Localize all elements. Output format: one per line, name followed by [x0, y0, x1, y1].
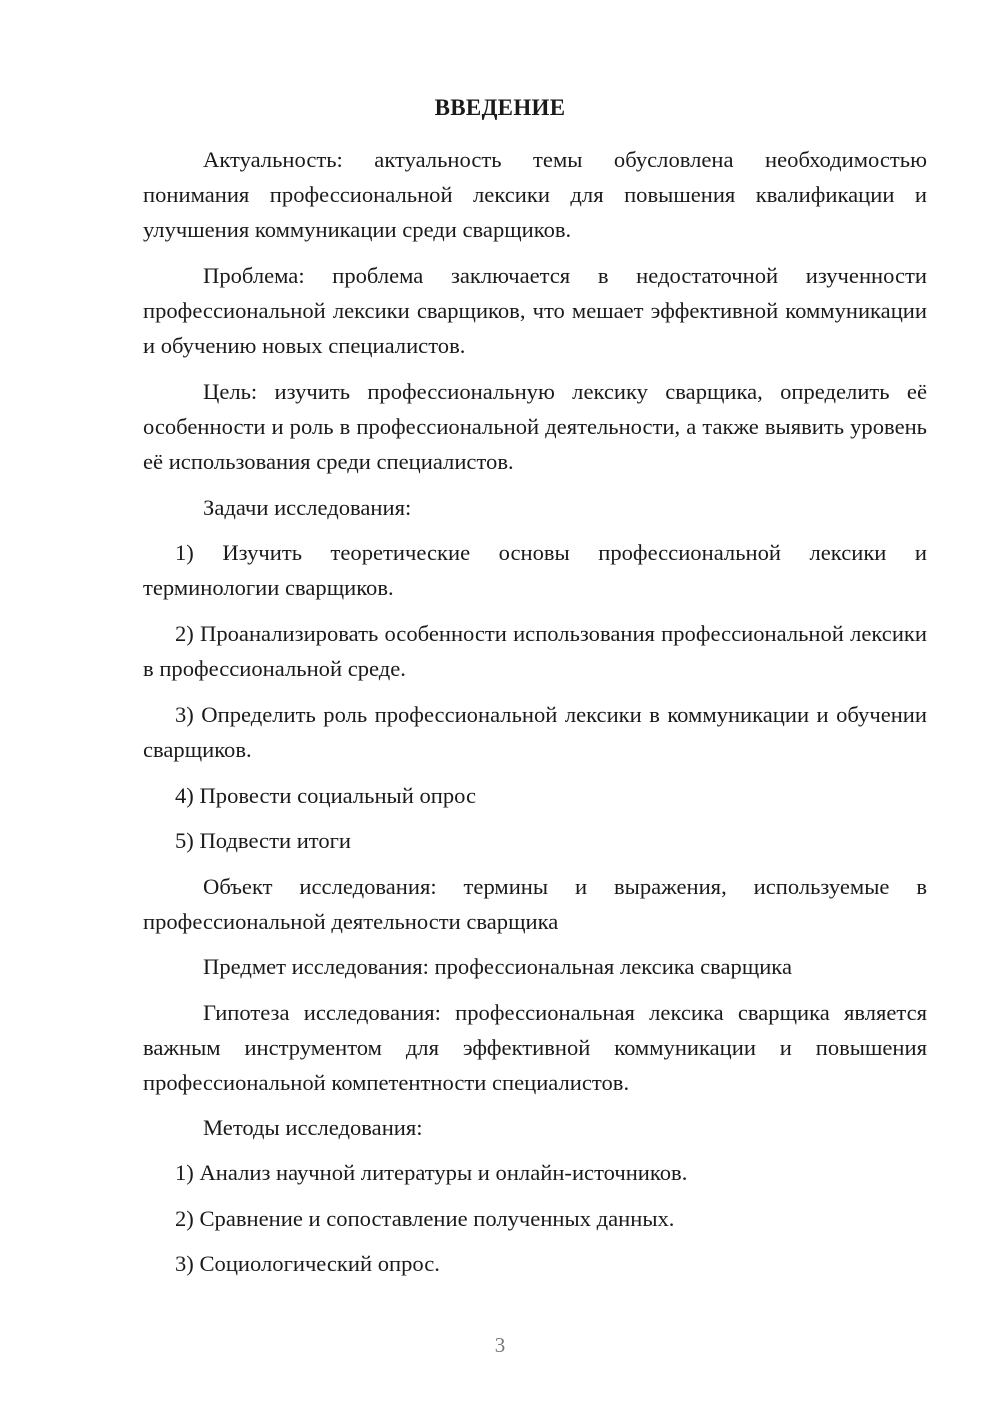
page-heading: ВВЕДЕНИЕ — [434, 95, 566, 120]
task-item-4: 4) Провести социальный опрос — [175, 783, 477, 808]
tasks-title: Задачи исследования: — [203, 495, 412, 520]
hypothesis-paragraph: Гипотеза исследования: профессиональная лексика сварщика является важным инструментом для эффективной коммуникации и повышения профессиональной компетентности специалистов. — [143, 1000, 927, 1095]
object-paragraph: Объект исследования: термины и выражения, используемые в профессиональной деятельности сварщика — [143, 874, 927, 934]
task-item-3: 3) Определить роль профессиональной лексики в коммуникации и обучении сварщиков. — [143, 702, 927, 762]
method-item-3: 3) Социологический опрос. — [175, 1251, 440, 1276]
method-item-2: 2) Сравнение и сопоставление полученных данных. — [175, 1206, 675, 1231]
subject-paragraph: Предмет исследования: профессиональная лексика сварщика — [203, 954, 792, 979]
relevance-paragraph: Актуальность: актуальность темы обусловлена необходимостью понимания профессиональной лексики для повышения квалификации и улучшения коммуникации среди сварщиков. — [143, 147, 927, 242]
method-item-1: 1) Анализ научной литературы и онлайн-источников. — [175, 1160, 688, 1185]
goal-paragraph: Цель: изучить профессиональную лексику сварщика, определить её особенности и роль в профессиональной деятельности, а также выявить уровень её использования среди специалистов. — [143, 379, 927, 474]
task-item-2: 2) Проанализировать особенности использования профессиональной лексики в профессиональной среде. — [143, 621, 927, 681]
task-item-5: 5) Подвести итоги — [175, 828, 352, 853]
task-item-1: 1) Изучить теоретические основы профессиональной лексики и терминологии сварщиков. — [143, 540, 927, 600]
page-number: 3 — [494, 1333, 506, 1357]
methods-title: Методы исследования: — [203, 1115, 423, 1140]
problem-paragraph: Проблема: проблема заключается в недостаточной изученности профессиональной лексики сварщиков, что мешает эффективной коммуникации и обучению новых специалистов. — [143, 263, 927, 358]
